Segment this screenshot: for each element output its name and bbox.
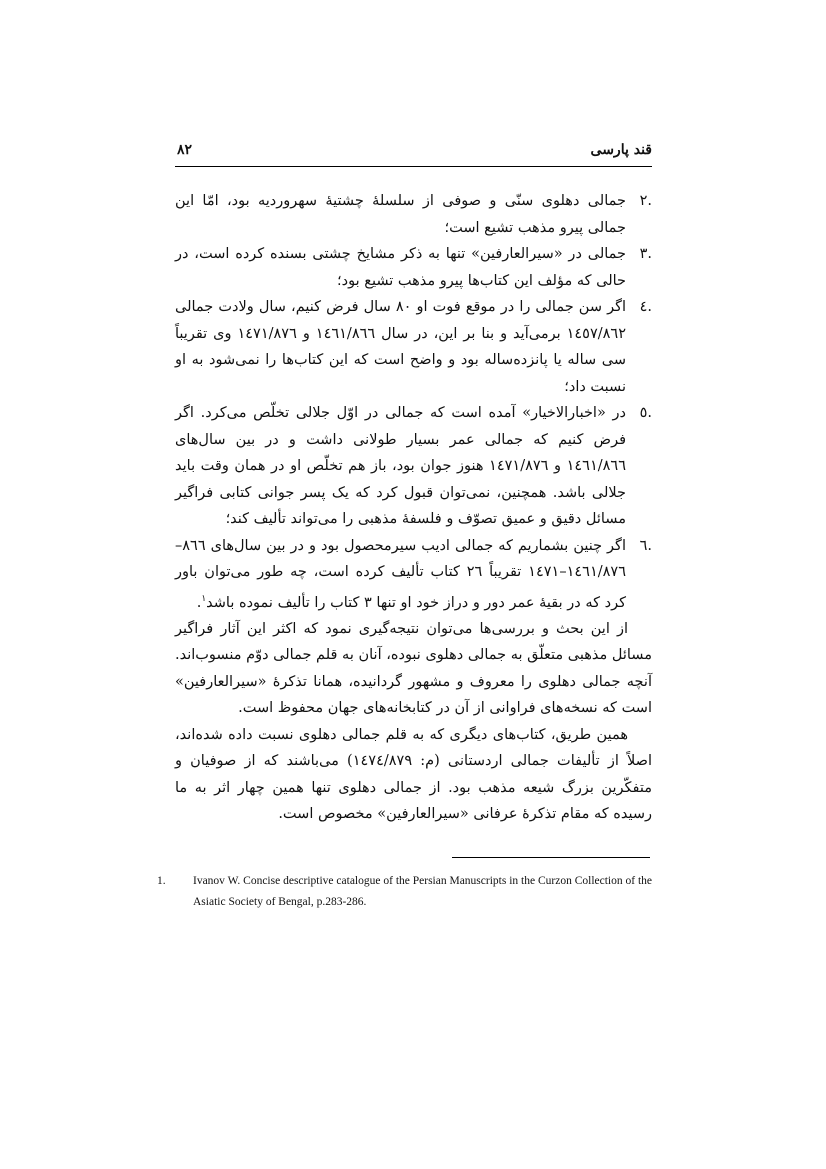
footnote-marker: 1. [157,875,166,887]
page-header [175,142,652,167]
running-title: قند پارسی [590,142,652,158]
list-item [175,400,652,533]
footnote [157,871,652,913]
list-item-number: .٤ [639,299,652,315]
list-item-number: .۲ [639,193,652,209]
body-paragraph: از این بحث و بررسی‌ها می‌توان نتیجه‌گیری نمود که اکثر این آثار فراگیر مسائل مذهبی متعلّق به جمالی دهلوی نبوده، آنان به قلم جمالی دوّم منسوب‌اند. آنچه جمالی دهلوی را معروف و مشهور گردانیده، همانا تذکرهٔ «سیرالعارفین» است که نسخه‌های فراوانی از آن در کتابخانه‌های جهان محفوظ است. [175,620,652,717]
list-item: .٦ اگر چنین بشماریم که جمالی ادیب سیرمحصول بود و در بین سال‌های ۸٦٦–۱٤٦۱/۸۷٦–۱٤۷۱ تقریباً ۲٦ کتاب تألیف کرده است، چه طور می‌توان باور کرد که در بقیهٔ عمر دور و دراز خود او تنها ۳ کتاب را تألیف نموده باشد$^۱$. [175,533,652,616]
list-item-text: اگر چنین بشماریم که جمالی ادیب سیرمحصول بود و در بین سال‌های ۸٦٦–۱٤٦۱/۸۷٦–۱٤۷۱ تقریباً ۲٦ کتاب تألیف کرده است، چه طور می‌توان باور کرد که در بقیهٔ عمر دور و دراز خود او تنها ۳ کتاب را تألیف نموده باشد [175,537,626,611]
list-item-number: .٦ [639,537,652,554]
body-text [175,188,652,828]
body-paragraph: همین طریق، کتاب‌های دیگری که به قلم جمالی دهلوی نسبت داده شده‌اند، اصلاً از تألیفات جمالی اردستانی (م: ۱٤۷٤/۸۷۹) می‌باشند که از صوفیان و متفکّرین بزرگ شیعه مذهب بود. از جمالی دهلوی تنها همین چهار اثر به ما رسیده که مقام تذکرهٔ عرفانی «سیرالعارفین» مخصوص است. [175,726,653,823]
footnote-text: Ivanov W. Concise descriptive catalogue of the Persian Manuscripts in the Curzon Collection of the Asiatic Society of Bengal, p.283-286. [193,875,652,908]
list-item-text: اگر سن جمالی را در موقع فوت او ۸۰ سال فرض کنیم، سال ولادت جمالی ۱٤٥۷/۸٦۲ برمی‌آید و بنا بر این، در سال ۱٤٦۱/۸٦٦ و ۱٤۷۱/۸۷٦ وی تقریباً سی ساله یا پانزده‌ساله بود و واضح است که این کتاب‌ها را نمی‌شود به او نسبت داد؛ [175,299,626,395]
footnote-reference[interactable]: ۱ [201,593,207,604]
list-item-text: جمالی در «سیرالعارفین» تنها به ذکر مشایخ چشتی بسنده کرده است، در حالی که مؤلف این کتاب‌ها پیرو مذهب تشیع بود؛ [175,246,626,289]
list-item [175,241,652,294]
list-item [175,294,652,400]
list-item [175,188,652,241]
list-item-number: .٥ [639,405,652,421]
list-item-number: .۳ [639,246,652,262]
footnote-separator [452,857,650,858]
list-item-text: در «اخبارالاخیار» آمده است که جمالی در اوّل جلالی تخلّص می‌کرد. اگر فرض کنیم که جمالی عمر بسیار طولانی داشت و در بین سال‌های ۱٤٦۱/۸٦٦ و ۱٤۷۱/۸۷٦ هنوز جوان بود، باز هم تخلّص او در همان وقت باید جلالی باشد. همچنین، نمی‌توان قبول کرد که یک پسر جوانی کتابی فراگیر مسائل دقیق و عمیق تصوّف و فلسفهٔ مذهبی را می‌تواند تألیف کند؛ [175,405,626,527]
list-item-text: جمالی دهلوی سنّی و صوفی از سلسلهٔ چشتیهٔ سهروردیه بود، امّا این جمالی پیرو مذهب تشیع است؛ [175,193,626,236]
numbered-list [175,188,652,616]
page-number: ۸۲ [177,142,193,158]
